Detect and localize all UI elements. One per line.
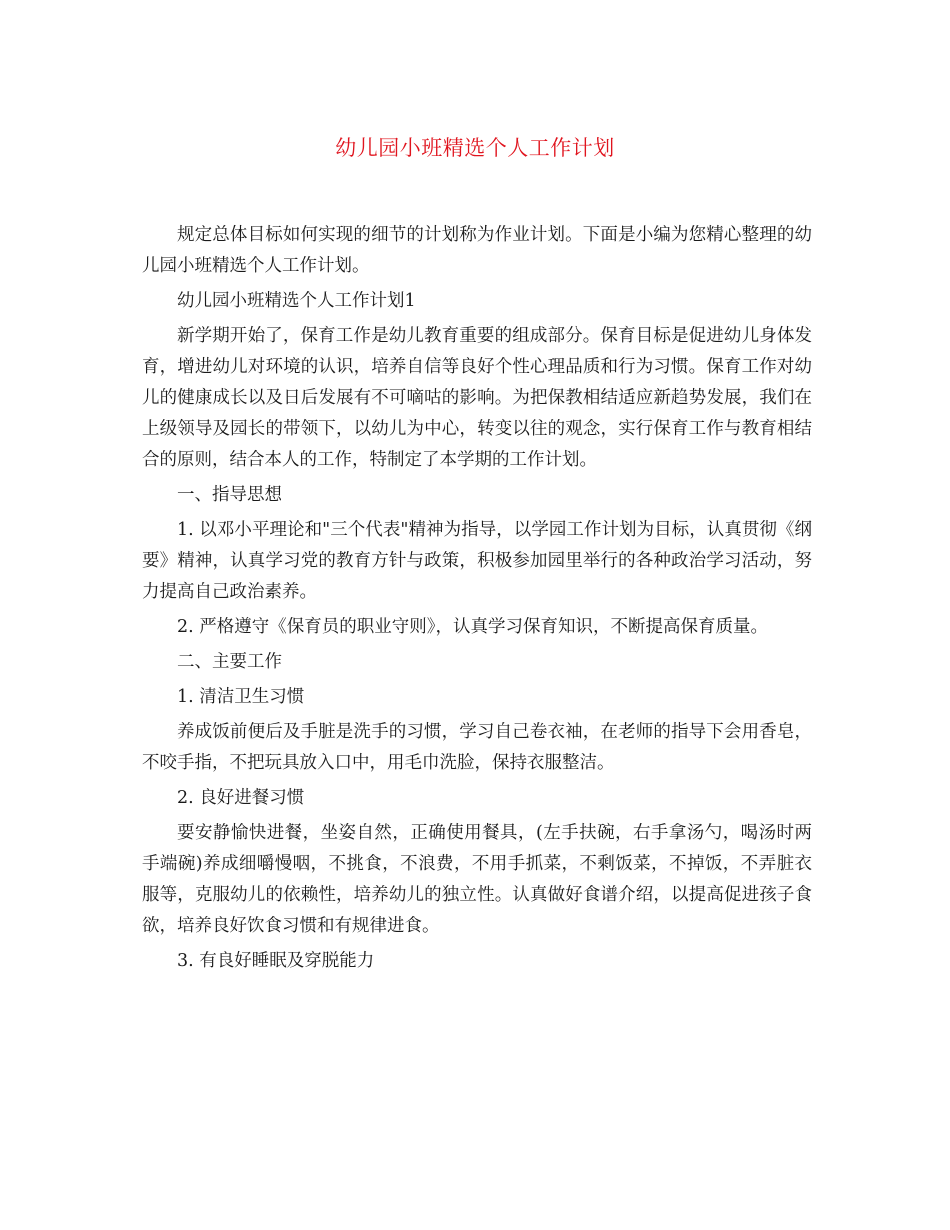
section-heading-main-work: 二、主要工作 bbox=[177, 652, 282, 672]
plan-heading: 幼儿园小班精选个人工作计划1 bbox=[177, 291, 416, 311]
subheading-eating-habits: 2. 良好进餐习惯 bbox=[177, 788, 305, 808]
subheading-hygiene-habits: 1. 清洁卫生习惯 bbox=[177, 687, 305, 707]
eating-paragraph: 要安静愉快进餐，坐姿自然，正确使用餐具，(左手扶碗，右手拿汤勺，喝汤时两手端碗)养成细嚼慢咽，不挑食，不浪费，不用手抓菜，不剩饭菜，不掉饭，不弄脏衣服等，克服幼儿的依赖性，培养幼儿的独立性。认真做好食谱介绍，以提高促进孩子食欲，培养良好饮食习惯和有规律进食。 bbox=[142, 823, 812, 936]
document-body bbox=[142, 220, 812, 981]
guiding-item-1: 1. 以邓小平理论和"三个代表"精神为指导，以学园工作计划为目标，认真贯彻《纲要》精神，认真学习党的教育方针与政策，积极参加园里举行的各种政治学习活动，努力提高自己政治素养。 bbox=[142, 520, 812, 602]
document-title: 幼儿园小班精选个人工作计划 bbox=[335, 136, 615, 160]
section-heading-guiding-ideology: 一、指导思想 bbox=[177, 485, 282, 505]
intro-paragraph: 规定总体目标如何实现的细节的计划称为作业计划。下面是小编为您精心整理的幼儿园小班精选个人工作计划。 bbox=[142, 225, 812, 276]
background-paragraph: 新学期开始了，保育工作是幼儿教育重要的组成部分。保育目标是促进幼儿身体发育，增进幼儿对环境的认识，培养自信等良好个性心理品质和行为习惯。保育工作对幼儿的健康成长以及日后发展有不可嘀咕的影响。为把保教相结适应新趋势发展，我们在上级领导及园长的带领下，以幼儿为中心，转变以往的观念，实行保育工作与教育相结合的原则，结合本人的工作，特制定了本学期的工作计划。 bbox=[142, 326, 812, 470]
hygiene-paragraph: 养成饭前便后及手脏是洗手的习惯，学习自己卷衣袖，在老师的指导下会用香皂，不咬手指，不把玩具放入口中，用毛巾洗脸，保持衣服整洁。 bbox=[142, 722, 812, 773]
subheading-sleep-dressing: 3. 有良好睡眠及穿脱能力 bbox=[177, 951, 375, 971]
guiding-item-2: 2. 严格遵守《保育员的职业守则》，认真学习保育知识，不断提高保育质量。 bbox=[177, 617, 769, 637]
